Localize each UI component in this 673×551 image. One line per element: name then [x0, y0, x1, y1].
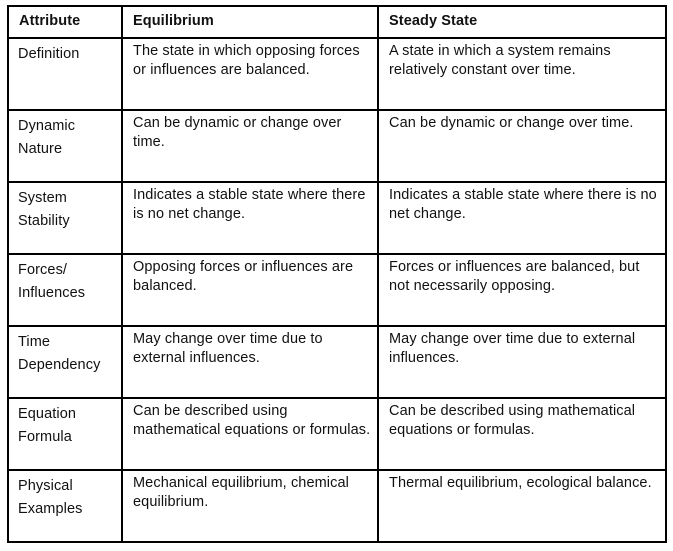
attribute-cell: System Stability: [8, 182, 122, 254]
equilibrium-cell: May change over time due to external influences.: [122, 326, 378, 398]
comparison-table: [7, 5, 667, 543]
attribute-cell: Definition: [8, 38, 122, 110]
steady-state-cell: Indicates a stable state where there is no net change.: [378, 182, 666, 254]
table-row: [8, 38, 666, 110]
table-row: [8, 254, 666, 326]
table-row: [8, 182, 666, 254]
attribute-cell: Forces/ Influences: [8, 254, 122, 326]
equilibrium-cell: Can be described using mathematical equations or formulas.: [122, 398, 378, 470]
table-row: [8, 110, 666, 182]
header-equilibrium: Equilibrium: [122, 6, 378, 38]
equilibrium-cell: The state in which opposing forces or influences are balanced.: [122, 38, 378, 110]
equilibrium-cell: Indicates a stable state where there is no net change.: [122, 182, 378, 254]
header-steady-state: Steady State: [378, 6, 666, 38]
steady-state-cell: Can be dynamic or change over time.: [378, 110, 666, 182]
table-row: [8, 326, 666, 398]
steady-state-cell: Thermal equilibrium, ecological balance.: [378, 470, 666, 542]
attribute-cell: Physical Examples: [8, 470, 122, 542]
table-row: [8, 470, 666, 542]
table-row: [8, 398, 666, 470]
attribute-cell: Time Dependency: [8, 326, 122, 398]
equilibrium-cell: Mechanical equilibrium, chemical equilibrium.: [122, 470, 378, 542]
steady-state-cell: May change over time due to external influences.: [378, 326, 666, 398]
steady-state-cell: A state in which a system remains relatively constant over time.: [378, 38, 666, 110]
steady-state-cell: Can be described using mathematical equations or formulas.: [378, 398, 666, 470]
steady-state-cell: Forces or influences are balanced, but not necessarily opposing.: [378, 254, 666, 326]
equilibrium-cell: Can be dynamic or change over time.: [122, 110, 378, 182]
attribute-cell: Equation Formula: [8, 398, 122, 470]
header-attribute: Attribute: [8, 6, 122, 38]
header-row: [8, 6, 666, 38]
equilibrium-cell: Opposing forces or influences are balanced.: [122, 254, 378, 326]
attribute-cell: Dynamic Nature: [8, 110, 122, 182]
